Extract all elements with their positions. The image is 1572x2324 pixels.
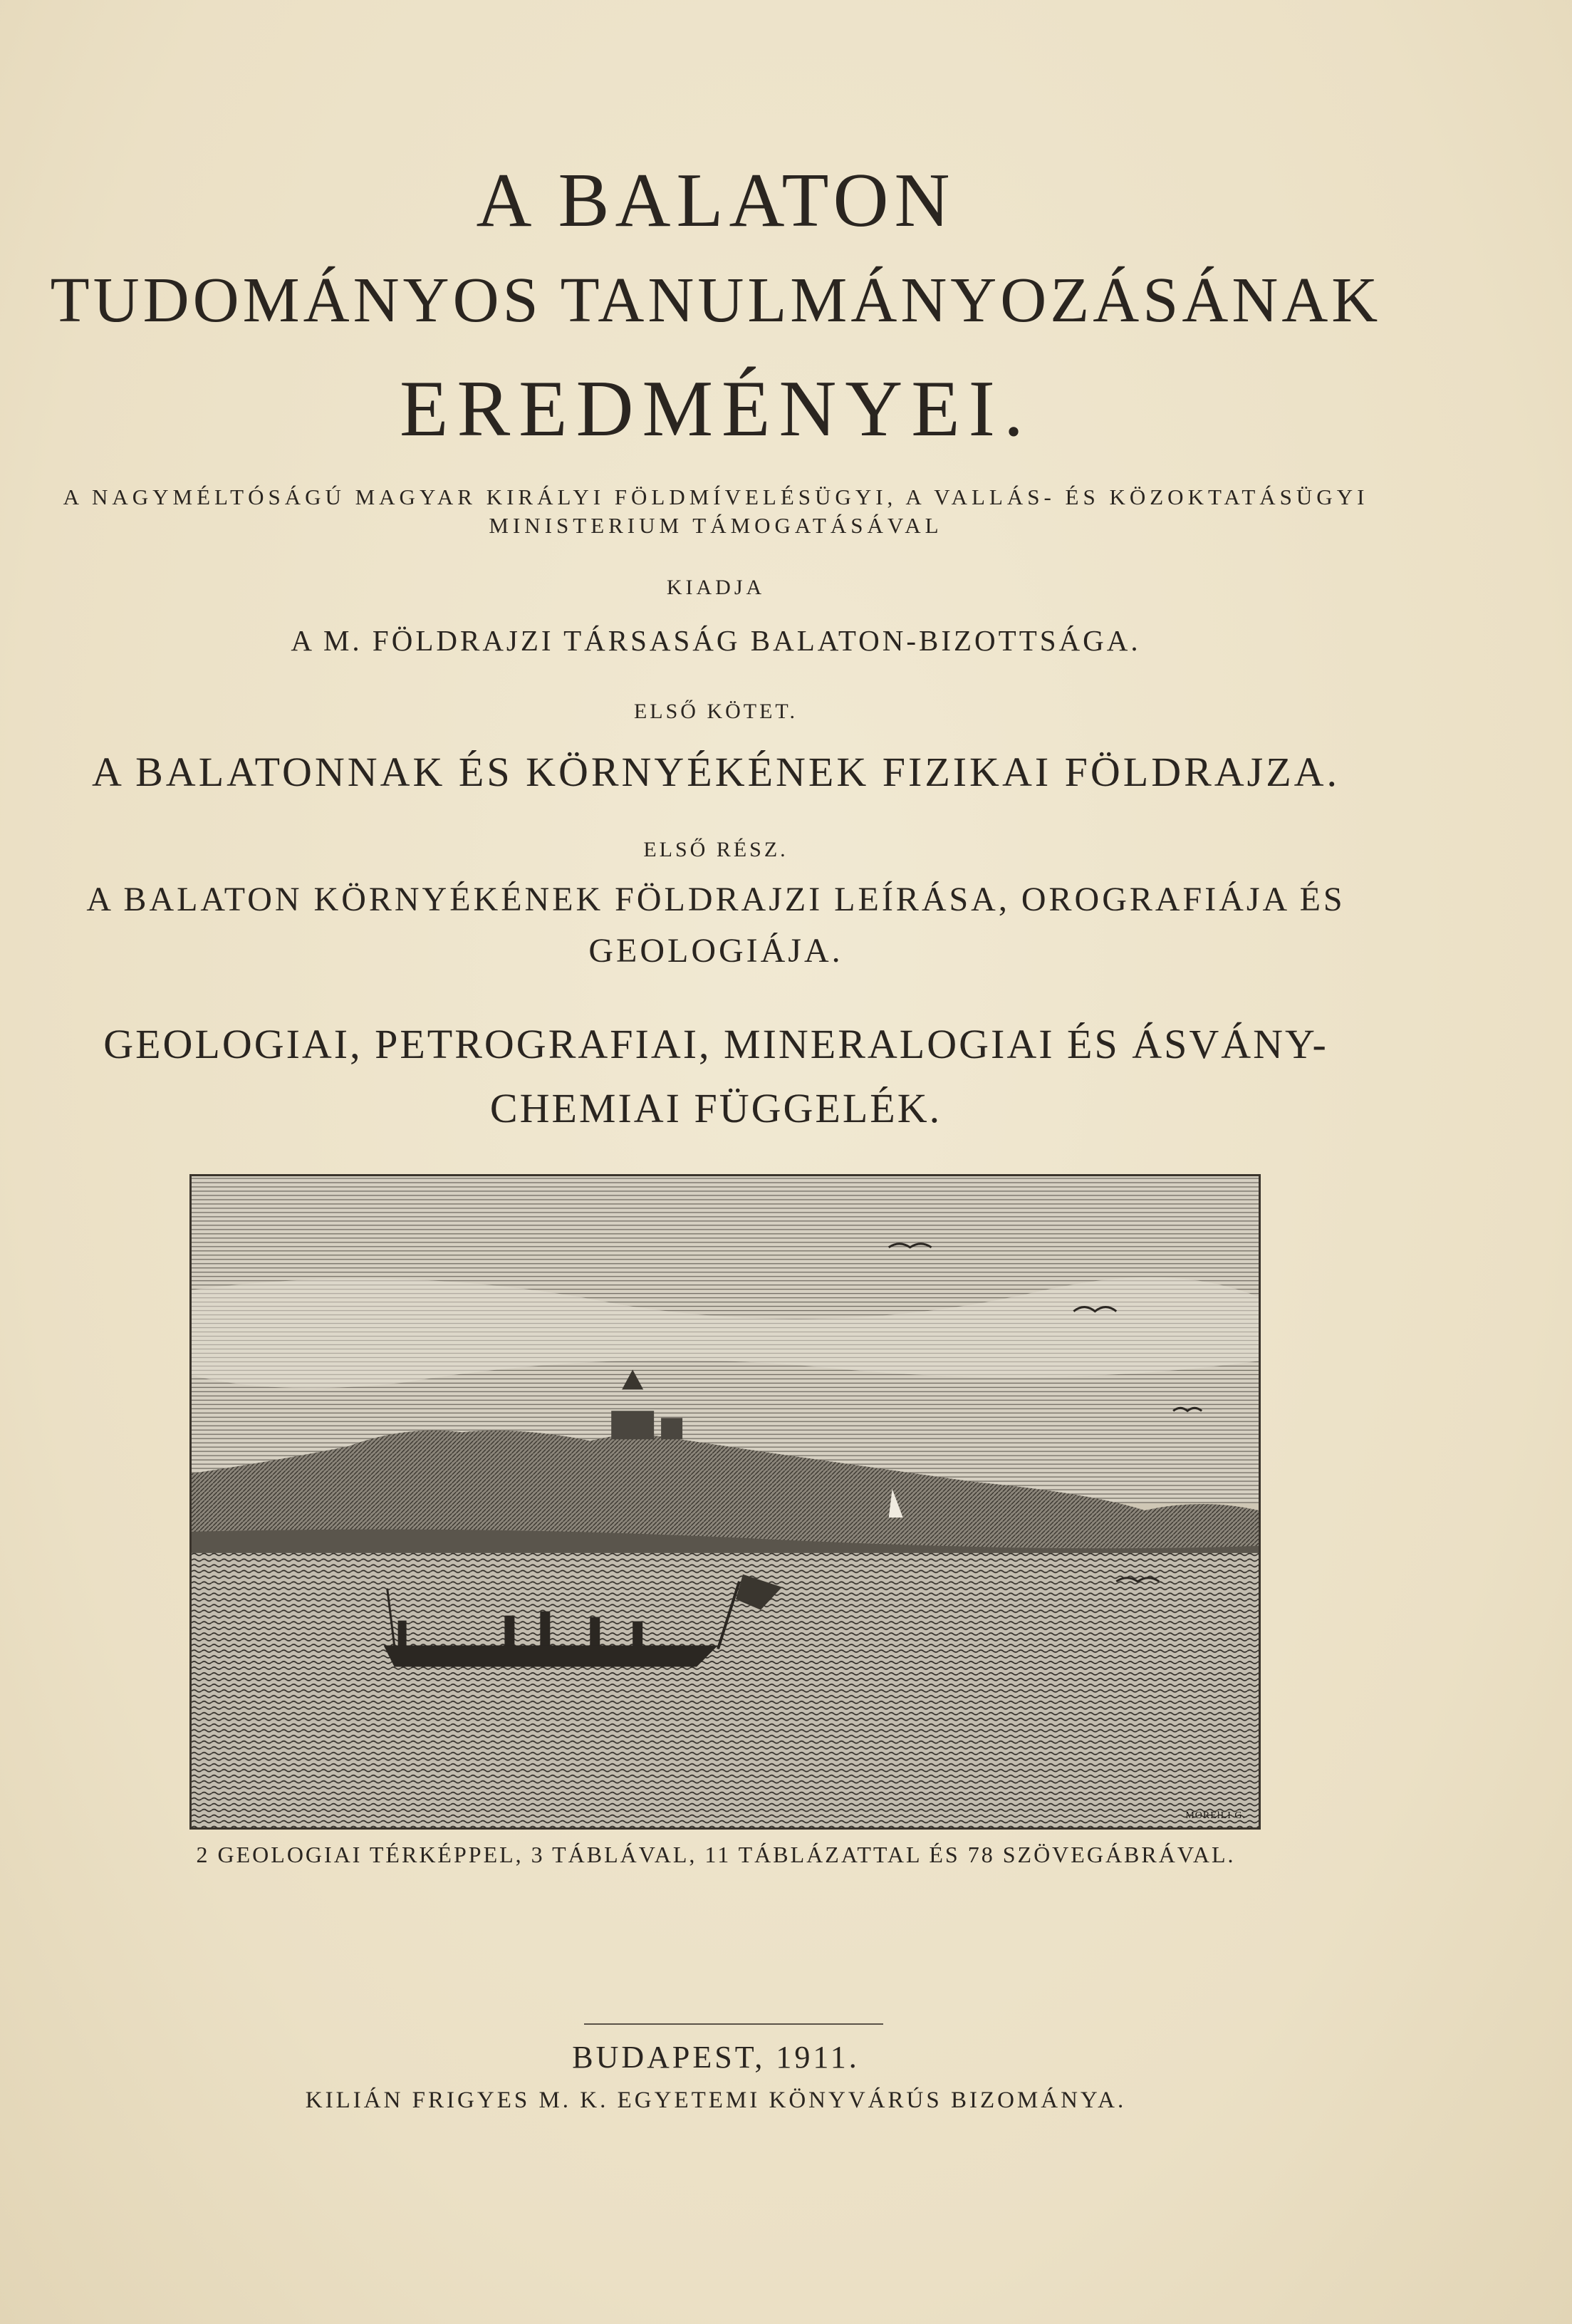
support-line-1: A NAGYMÉLTÓSÁGÚ MAGYAR KIRÁLYI FÖLDMÍVELÉSÜGYI, A VALLÁS- ÉS KÖZOKTATÁSÜGYI [63, 484, 1369, 509]
appendix-line-1: GEOLOGIAI, PETROGRAFIAI, MINERALOGIAI ÉS ÁSVÁNY- [103, 1021, 1328, 1067]
imprint-city-year: BUDAPEST, 1911. [572, 2040, 860, 2075]
appendix-line-2: CHEMIAI FÜGGELÉK. [489, 1085, 942, 1131]
part-title-line-2: GEOLOGIÁJA. [588, 932, 843, 970]
lake-balaton-engraving [189, 1174, 1261, 1830]
divider-rule [584, 2023, 883, 2025]
publisher-name: A M. FÖLDRAJZI TÁRSASÁG BALATON-BIZOTTSÁGA. [291, 624, 1141, 657]
engraving-image [192, 1176, 1259, 1827]
title-line-3: EREDMÉNYEI. [400, 365, 1032, 453]
title-line-2: TUDOMÁNYOS TANULMÁNYOZÁSÁNAK [50, 265, 1382, 336]
volume-title: A BALATONNAK ÉS KÖRNYÉKÉNEK FIZIKAI FÖLDRAJZA. [91, 749, 1341, 795]
publisher-label: KIADJA [666, 576, 766, 599]
title-line-1: A BALATON [476, 158, 956, 243]
support-line-2: MINISTERIUM TÁMOGATÁSÁVAL [489, 513, 943, 538]
illustration-caption: 2 GEOLOGIAI TÉRKÉPPEL, 3 TÁBLÁVAL, 11 TÁBLÁZATTAL ÉS 78 SZÖVEGÁBRÁVAL. [196, 1842, 1236, 1867]
volume-label: ELSŐ KÖTET. [633, 700, 798, 723]
engraver-signature: MOREłLI G. [1185, 1810, 1246, 1821]
part-title-line-1: A BALATON KÖRNYÉKÉNEK FÖLDRAJZI LEÍRÁSA, OROGRAFIÁJA ÉS [86, 881, 1345, 918]
imprint-publisher: KILIÁN FRIGYES M. K. EGYETEMI KÖNYVÁRÚS BIZOMÁNYA. [305, 2087, 1127, 2113]
part-label: ELSŐ RÉSZ. [643, 838, 788, 861]
